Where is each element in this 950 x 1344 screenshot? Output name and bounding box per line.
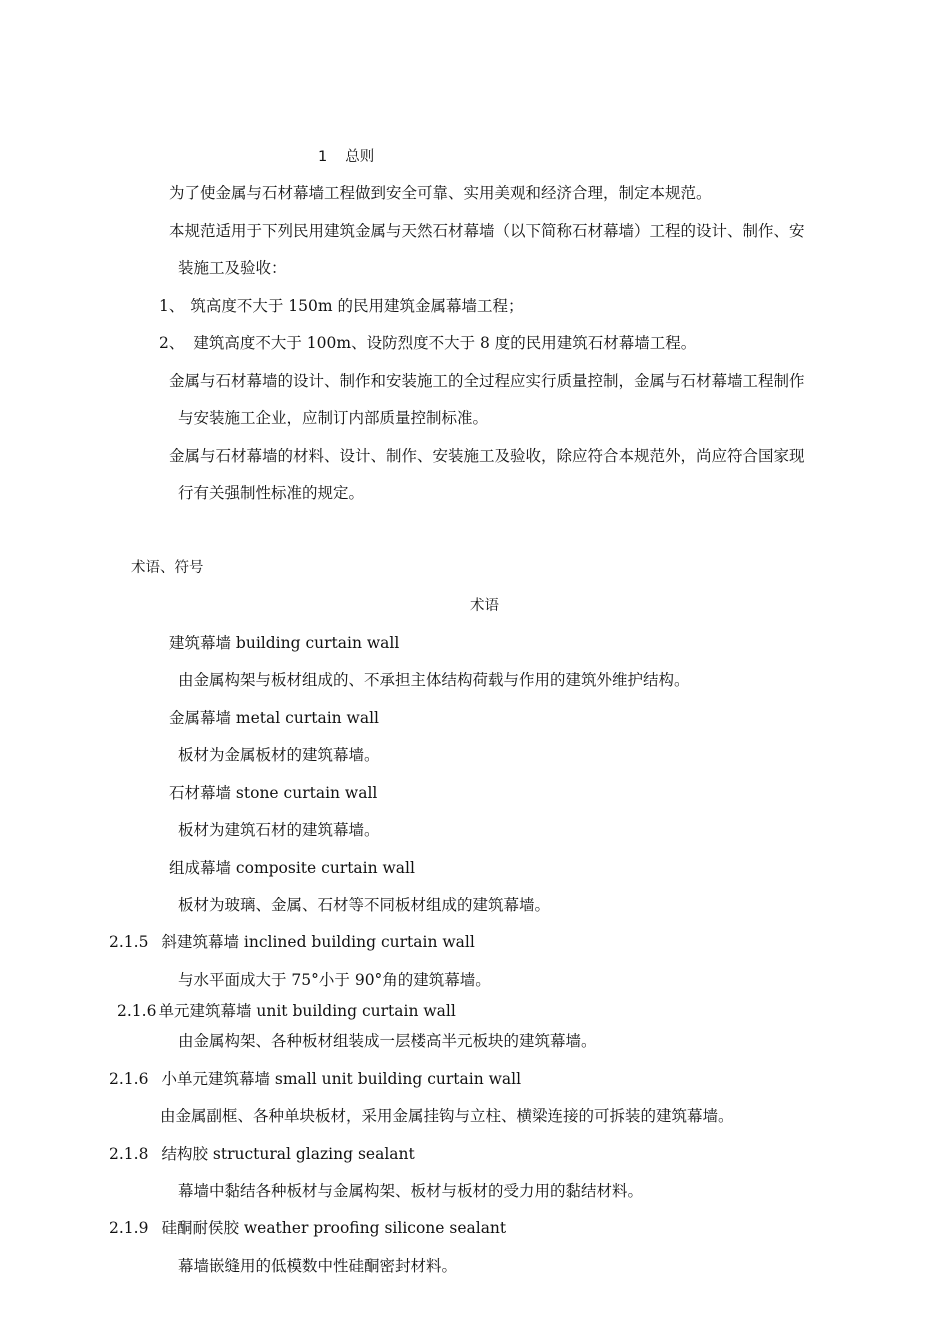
list-item-2-number: 2、: [159, 334, 185, 352]
term-definition: 由金属构架与板材组成的、不承担主体结构荷载与作用的建筑外维护结构。: [178, 671, 690, 689]
term-definition: 与水平面成大于 75°小于 90°角的建筑幕墙。: [178, 971, 491, 989]
term-number: 2.1.9: [109, 1219, 149, 1237]
term-definition: 板材为玻璃、金属、石材等不同板材组成的建筑幕墙。: [178, 896, 551, 914]
list-item-2-text: 建筑高度不大于 100m、设防烈度不大于 8 度的民用建筑石材幕墙工程。: [193, 334, 697, 352]
paragraph-scope-line-2: 装施工及验收：: [178, 259, 287, 277]
term-name: 小单元建筑幕墙 small unit building curtain wall: [161, 1070, 522, 1088]
term-number: 2.1.6: [109, 1070, 149, 1088]
term-definition: 由金属副框、各种单块板材，采用金属挂钩与立柱、横梁连接的可拆装的建筑幕墙。: [160, 1107, 734, 1125]
term-definition: 幕墙中黏结各种板材与金属构架、板材与板材的受力用的黏结材料。: [178, 1182, 644, 1200]
section-2-title: 术语、符号: [131, 560, 204, 576]
term-name: 硅酮耐侯胶 weather proofing silicone sealant: [161, 1219, 507, 1237]
paragraph-quality-line-1: 金属与石材幕墙的设计、制作和安装施工的全过程应实行质量控制，金属与石材幕墙工程制作: [169, 372, 805, 390]
term-definition: 板材为金属板材的建筑幕墙。: [178, 746, 380, 764]
term-item: [109, 1218, 506, 1238]
term-name: 结构胶 structural glazing sealant: [161, 1145, 415, 1163]
paragraph-standards-line-2: 行有关强制性标准的规定。: [178, 484, 365, 502]
term-number: 2.1.6: [117, 1002, 157, 1020]
term-definition: 由金属构架、各种板材组装成一层楼高半元板块的建筑幕墙。: [178, 1032, 597, 1050]
list-item-2: [159, 333, 696, 353]
section-1-title: 总则: [345, 149, 375, 165]
term-item: [109, 1069, 521, 1089]
term-item: 组成幕墙 composite curtain wall: [169, 859, 415, 877]
section-2-subtitle: 术语: [470, 598, 499, 614]
list-item-1: [159, 296, 524, 316]
term-item: 金属幕墙 metal curtain wall: [169, 709, 379, 727]
term-item: 建筑幕墙 building curtain wall: [169, 634, 400, 652]
term-name: 单元建筑幕墙 unit building curtain wall: [158, 1002, 456, 1020]
paragraph-quality-line-2: 与安装施工企业，应制订内部质量控制标准。: [178, 409, 489, 427]
paragraph-purpose: 为了使金属与石材幕墙工程做到安全可靠、实用美观和经济合理，制定本规范。: [169, 184, 712, 202]
paragraph-standards-line-1: 金属与石材幕墙的材料、设计、制作、安装施工及验收，除应符合本规范外，尚应符合国家现: [169, 447, 805, 465]
term-number: 2.1.8: [109, 1145, 149, 1163]
list-item-1-number: 1、: [159, 297, 185, 315]
section-1-heading: [318, 147, 374, 167]
term-item: [109, 1144, 415, 1164]
term-definition: 幕墙嵌缝用的低模数中性硅酮密封材料。: [178, 1257, 458, 1275]
term-name: 斜建筑幕墙 inclined building curtain wall: [161, 933, 475, 951]
term-definition: 板材为建筑石材的建筑幕墙。: [178, 821, 380, 839]
section-1-number: 1: [318, 149, 328, 165]
list-item-1-text: 筑高度不大于 150m 的民用建筑金属幕墙工程；: [190, 297, 524, 315]
term-item: 石材幕墙 stone curtain wall: [169, 784, 378, 802]
term-item: [109, 932, 475, 952]
paragraph-scope-line-1: 本规范适用于下列民用建筑金属与天然石材幕墙（以下简称石材幕墙）工程的设计、制作、安: [169, 222, 805, 240]
term-item: [117, 1001, 456, 1021]
term-number: 2.1.5: [109, 933, 149, 951]
